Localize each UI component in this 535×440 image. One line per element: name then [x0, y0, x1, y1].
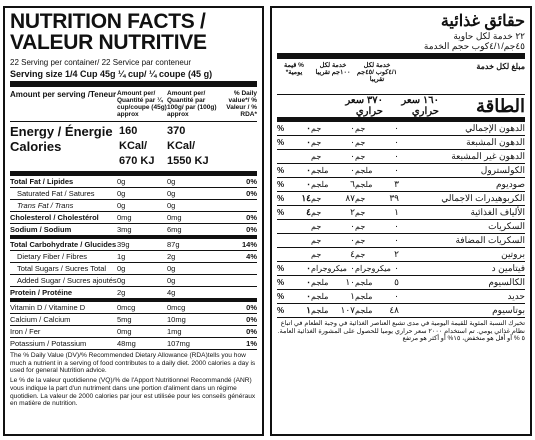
value-unit: %	[277, 306, 285, 315]
value-per-serving-ar	[355, 221, 399, 232]
nutrient-label: Trans Fat / Trans	[17, 201, 74, 210]
nutrient-label: Protein / Protéine	[10, 288, 73, 297]
footnote-en: The % Daily Value (DV)/% Recommended Dietary Allowance (RDA)tells you how much a nutrient in a serving of food contributes to a daily diet. 2000 calories a day is used for general Nutrition advice.	[10, 352, 256, 375]
nutrient-table	[10, 176, 257, 350]
daily-value-ar	[277, 235, 311, 246]
nutrient-label-ar: الدهون غير المشبعة	[451, 151, 525, 161]
value-unit: %	[277, 124, 285, 133]
table-row-ar	[277, 248, 525, 262]
value-number: ٠	[350, 137, 355, 147]
value-unit: ملجم	[355, 166, 373, 175]
table-row-ar	[277, 192, 525, 206]
serving-size: Serving size 1/4 Cup 45g ¼ cup/ ¼ coupe (45 g)	[10, 69, 257, 87]
nutrient-label-ar: الدهون المشبعة	[466, 137, 525, 147]
daily-value: 4%	[246, 252, 257, 261]
value-per-100g: 107mg	[167, 339, 190, 348]
table-row	[10, 275, 257, 287]
table-row-ar	[277, 234, 525, 248]
value-per-serving-ar	[355, 305, 399, 316]
value-per-100g-ar	[311, 193, 355, 204]
table-row-ar	[277, 136, 525, 150]
value-number: ١٠٧	[340, 305, 355, 315]
value-number: ٠	[394, 291, 399, 301]
table-row	[10, 212, 257, 224]
value-per-100g-ar	[311, 305, 355, 316]
value-per-serving: 1g	[117, 252, 126, 261]
value-number: ٥	[394, 277, 399, 287]
header-daily-value-ar: % قيمة يومية*	[284, 62, 304, 76]
table-row	[10, 302, 257, 314]
value-per-100g: 2g	[167, 252, 176, 261]
value-number: ٠	[350, 235, 355, 245]
value-unit: %	[277, 208, 285, 217]
value-per-100g: 0g	[167, 177, 176, 186]
value-unit: جم	[311, 250, 322, 259]
daily-value: 14%	[241, 240, 257, 249]
table-row	[10, 176, 257, 188]
daily-value-ar	[277, 249, 311, 260]
nutrient-label: Added Sugar / Sucres ajoutés	[17, 276, 117, 285]
table-row	[10, 326, 257, 338]
value-per-serving: 2g	[117, 288, 126, 297]
nutrient-label: Calcium / Calcium	[10, 315, 71, 324]
value-per-serving-ar	[355, 249, 399, 260]
value-number: ٠	[350, 165, 355, 175]
header-amount: Amount per serving /Teneur	[10, 90, 117, 99]
value-per-100g-ar	[311, 165, 355, 176]
energy-per-serving: 160 KCal/ 670 KJ	[119, 125, 155, 167]
nutrient-label-ar: فيتامين د	[491, 263, 525, 273]
nutrient-label-ar: السكريات	[488, 221, 525, 231]
energy-label: Energy / Énergie Calories	[10, 124, 113, 154]
daily-value-ar	[277, 151, 311, 162]
daily-value: 0%	[246, 177, 257, 186]
value-unit: ملجم	[355, 306, 373, 315]
daily-value-ar	[277, 123, 311, 134]
value-unit: جم	[355, 152, 366, 161]
value-unit: جم	[355, 194, 366, 203]
value-unit: ملجم	[311, 306, 329, 315]
value-unit: جم	[355, 138, 366, 147]
value-number: ٠	[350, 263, 355, 273]
value-unit: ملجم	[311, 278, 329, 287]
value-per-serving-ar	[355, 137, 399, 148]
value-unit: جم	[311, 208, 322, 217]
energy-label-ar: الطاقة	[476, 95, 525, 116]
nutrient-label-ar: حديد	[507, 291, 525, 301]
value-number: ٤٨	[389, 305, 399, 315]
value-per-100g: 87g	[167, 240, 180, 249]
table-row	[10, 188, 257, 200]
value-unit: جم	[311, 152, 322, 161]
energy-per-100g: 370 KCal/ 1550 KJ	[167, 125, 209, 167]
value-number: ٠	[306, 179, 311, 189]
daily-value-ar	[277, 263, 311, 274]
nutrient-label-ar: الألياف الغذائية	[470, 207, 525, 217]
nutrient-label-ar: الدهون الإجمالي	[465, 123, 525, 133]
table-row	[10, 263, 257, 275]
header-per-100g-ar: خدمة لكل ١٠٠جم تقريبا	[315, 62, 351, 76]
nutrient-label-ar: الكولسترول	[480, 165, 525, 175]
servings-per-container: 22 Serving per container/ 22 Service par conteneur	[10, 58, 191, 67]
energy-per-100g-ar: ٣٧٠ سعر حراري	[345, 95, 383, 117]
value-per-100g-ar	[311, 291, 355, 302]
value-number: ٣٩	[389, 193, 399, 203]
daily-value-ar	[277, 179, 311, 190]
daily-value-ar	[277, 221, 311, 232]
panel-title-line-2: VALEUR NUTRITIVE	[10, 31, 207, 54]
value-per-serving-ar	[355, 179, 399, 190]
nutrient-label-ar: السكريات المضافة	[455, 235, 525, 245]
table-row-ar	[277, 178, 525, 192]
value-unit: جم	[355, 208, 366, 217]
value-number: ٠	[350, 123, 355, 133]
value-per-100g-ar	[311, 263, 355, 274]
value-number: ١	[350, 291, 355, 301]
table-row-ar	[277, 304, 525, 318]
table-row-ar	[277, 150, 525, 164]
table-row-ar	[277, 220, 525, 234]
header-per-quarter-cup: Amount per/ Quantité par ¼ cup/coupe (45g) approx	[117, 90, 167, 118]
value-number: ٠	[306, 291, 311, 301]
nutrition-panel-en-fr	[3, 6, 264, 436]
value-per-100g: 0g	[167, 201, 176, 210]
nutrient-label: Cholesterol / Cholestérol	[10, 213, 99, 222]
header-daily-value: % Daily value*/ % Valeur / % RDA*	[226, 90, 257, 118]
value-number: ٣	[394, 179, 399, 189]
value-number: ٠	[306, 263, 311, 273]
column-header-ar	[277, 60, 525, 95]
value-unit: %	[277, 180, 285, 189]
value-per-serving-ar	[355, 151, 399, 162]
value-number: ٠	[394, 235, 399, 245]
table-row	[10, 314, 257, 326]
column-header	[10, 87, 257, 122]
table-row	[10, 224, 257, 239]
value-per-serving-ar	[355, 207, 399, 218]
value-per-100g: 0g	[167, 189, 176, 198]
table-row-ar	[277, 122, 525, 136]
header-per-quarter-cup-ar: خدمة لكل ٤/١كوب /٤٥جم تقريبا	[356, 62, 398, 83]
value-unit: جم	[355, 236, 366, 245]
value-per-100g-ar	[311, 151, 355, 162]
value-unit: ملجم	[311, 166, 329, 175]
value-number: ٠	[306, 123, 311, 133]
table-row	[10, 287, 257, 302]
value-number: ١	[306, 305, 311, 315]
table-row	[10, 251, 257, 263]
value-number: ٨٧	[345, 193, 355, 203]
value-per-100g-ar	[311, 207, 355, 218]
value-per-serving: 0g	[117, 177, 126, 186]
nutrient-label: Sodium / Sodium	[10, 225, 72, 234]
value-per-100g: 6mg	[167, 225, 182, 234]
value-unit: ملجم	[355, 180, 373, 189]
value-per-serving: 0g	[117, 276, 126, 285]
nutrient-label: Iron / Fer	[10, 327, 41, 336]
nutrient-label-ar: صوديوم	[495, 179, 525, 189]
value-number: ٤	[306, 207, 311, 217]
nutrient-label: Total Sugars / Sucres Total	[17, 264, 107, 273]
value-number: ٠	[394, 123, 399, 133]
value-number: ٠	[350, 151, 355, 161]
value-unit: ملجم	[355, 278, 373, 287]
header-per-100g: Amount per/ Quantité par 100g/ par (100g) approx	[167, 90, 217, 118]
daily-value: 0%	[246, 303, 257, 312]
daily-value: 0%	[246, 225, 257, 234]
value-per-100g: 10mg	[167, 315, 186, 324]
daily-value: 1%	[246, 339, 257, 348]
value-per-100g-ar	[311, 179, 355, 190]
value-unit: %	[277, 138, 285, 147]
value-per-serving-ar	[355, 123, 399, 134]
value-number: ٠	[306, 277, 311, 287]
value-number: ١٤	[301, 193, 311, 203]
nutrition-panel-ar	[270, 6, 532, 436]
value-per-100g-ar	[311, 235, 355, 246]
value-per-100g-ar	[311, 221, 355, 232]
value-unit: %	[277, 166, 285, 175]
value-unit: ملجم	[311, 292, 329, 301]
value-per-100g-ar	[311, 123, 355, 134]
footnote-fr: Le % de la valeur quotidienne (VQ)/% de l'Apport Nutritionnel Recommandé (ANR) vous indique la part d'un nutriment dans une portion d'aliment dans un régime quotidien. La valeur de 2000 calories par jour est utilisée pour les conseils généraux en matière de nutrition.	[10, 377, 256, 408]
value-per-serving: 0mcg	[117, 303, 136, 312]
value-per-100g-ar	[311, 137, 355, 148]
energy-row-ar	[277, 95, 525, 122]
nutrient-label: Saturated Fat / Satures	[17, 189, 95, 198]
nutrient-label: Total Carbohydrate / Glucides	[10, 240, 117, 249]
value-unit: جم	[311, 124, 322, 133]
nutrient-label: Vitamin D / Vitamine D	[10, 303, 86, 312]
value-number: ٦	[350, 179, 355, 189]
value-per-serving-ar	[355, 165, 399, 176]
nutrient-table-ar	[277, 122, 525, 318]
table-row-ar	[277, 290, 525, 304]
table-row-ar	[277, 262, 525, 276]
daily-value-ar	[277, 137, 311, 148]
table-row	[10, 239, 257, 251]
servings-per-container-ar: ٢٢ خدمة لكل حاوية	[453, 31, 525, 41]
value-number: ٢	[394, 249, 399, 259]
serving-size-ar: ٤٥جم/٤/١كوب حجم الخدمة	[423, 41, 525, 51]
value-unit: ميكروجرام	[311, 264, 347, 273]
daily-value: 0%	[246, 213, 257, 222]
daily-value: 0%	[246, 315, 257, 324]
value-number: ١	[394, 207, 399, 217]
value-per-100g: 0mcg	[167, 303, 186, 312]
value-per-serving-ar	[355, 277, 399, 288]
nutrient-label-ar: بوتاسيوم	[492, 305, 525, 315]
value-per-serving-ar	[355, 193, 399, 204]
daily-value-ar	[277, 193, 311, 204]
value-per-serving: 0mg	[117, 213, 132, 222]
value-unit: %	[277, 194, 285, 203]
daily-value-ar	[277, 277, 311, 288]
value-unit: ميكروجرام	[355, 264, 391, 273]
daily-value: 0%	[246, 327, 257, 336]
value-unit: جم	[311, 222, 322, 231]
table-row-ar	[277, 206, 525, 220]
table-row-ar	[277, 164, 525, 178]
value-unit: جم	[355, 250, 366, 259]
value-per-serving: 3mg	[117, 225, 132, 234]
value-per-serving: 5mg	[117, 315, 132, 324]
value-per-100g: 1mg	[167, 327, 182, 336]
value-per-100g-ar	[311, 277, 355, 288]
value-per-serving: 0g	[117, 264, 126, 273]
value-per-serving-ar	[355, 263, 399, 274]
value-number: ٤	[350, 249, 355, 259]
value-per-serving: 0g	[117, 201, 126, 210]
value-number: ٠	[306, 165, 311, 175]
value-unit: جم	[355, 124, 366, 133]
value-per-100g: 0g	[167, 276, 176, 285]
value-number: ١٠	[345, 277, 355, 287]
nutrient-label-ar: بروتين	[501, 249, 525, 259]
value-per-serving: 0g	[117, 189, 126, 198]
header-amount-ar: مبلغ لكل خدمة	[476, 62, 525, 71]
value-per-100g-ar	[311, 249, 355, 260]
value-unit: ملجم	[311, 180, 329, 189]
value-per-100g: 0g	[167, 264, 176, 273]
value-number: ٠	[394, 221, 399, 231]
value-unit: %	[277, 264, 285, 273]
panel-title-ar: حقائق غذائية	[440, 13, 525, 30]
nutrient-label-ar: الكربوهيدرات الاجمالي	[441, 193, 525, 203]
daily-value-ar	[277, 291, 311, 302]
nutrient-label: Total Fat / Lipides	[10, 177, 74, 186]
value-unit: جم	[311, 236, 322, 245]
value-per-serving: 48mg	[117, 339, 136, 348]
daily-value-ar	[277, 165, 311, 176]
value-number: ٠	[306, 137, 311, 147]
value-number: ٠	[350, 221, 355, 231]
panel-title-line-1: NUTRITION FACTS /	[10, 10, 206, 33]
value-number: ٠	[394, 137, 399, 147]
value-number: ٢	[350, 207, 355, 217]
nutrient-label: Dietary Fiber / Fibres	[17, 252, 88, 261]
nutrient-label: Potassium / Potassium	[10, 339, 87, 348]
value-unit: %	[277, 292, 285, 301]
energy-row	[10, 122, 257, 176]
value-unit: جم	[311, 138, 322, 147]
value-number: ٠	[394, 263, 399, 273]
daily-value-ar	[277, 305, 311, 316]
value-number: ٠	[394, 151, 399, 161]
value-per-100g: 4g	[167, 288, 176, 297]
value-unit: جم	[311, 194, 322, 203]
table-row	[10, 338, 257, 350]
value-unit: جم	[355, 222, 366, 231]
table-row	[10, 200, 257, 212]
table-row-ar	[277, 276, 525, 290]
value-per-serving: 39g	[117, 240, 130, 249]
daily-value-ar	[277, 207, 311, 218]
value-per-100g: 0mg	[167, 213, 182, 222]
daily-value: 0%	[246, 189, 257, 198]
value-per-serving: 0mg	[117, 327, 132, 336]
value-per-serving-ar	[355, 235, 399, 246]
nutrient-label-ar: الكالسيوم	[488, 277, 525, 287]
footnote-ar: تخبرك النسبة المئوية للقيمة اليومية في مدى تشبع العناصر الغذائية في وجبة الطعام في اتباع نظام غذائي يومي. تم استخدام ٢٠٠٠ سعر حراري يوميا للحصول على المشورة الغذائية العامة. ٥ % أو أقل هو منخفض، ١٥% أو أكثر هو مرتفع	[277, 320, 525, 342]
energy-per-serving-ar: ١٦٠ سعر حراري	[401, 95, 439, 117]
value-unit: %	[277, 278, 285, 287]
value-per-serving-ar	[355, 291, 399, 302]
value-number: ٠	[394, 165, 399, 175]
value-unit: ملجم	[355, 292, 373, 301]
